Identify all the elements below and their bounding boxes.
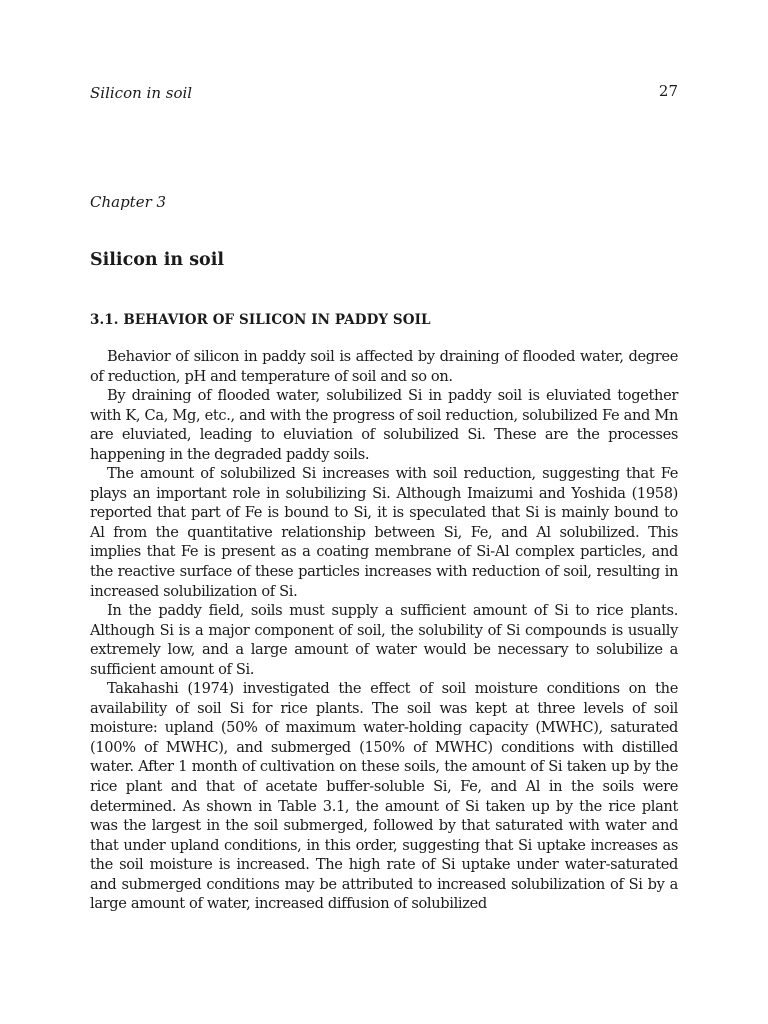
chapter-title: Silicon in soil	[90, 250, 225, 270]
section-heading: 3.1. BEHAVIOR OF SILICON IN PADDY SOIL	[90, 312, 431, 328]
page-number: 27	[658, 82, 678, 100]
paragraph: Behavior of silicon in paddy soil is affected by draining of flooded water, degree of reduction, pH and temperature of soil and so on.	[90, 348, 678, 385]
paragraph: Takahashi (1974) investigated the effect of soil moisture conditions on the availability of soil Si for rice plants. The soil was kept at three levels of soil moisture: upland (50% of maximum water-holding capacity (MWHC), saturated (100% of MWHC), and submerged (150% of MWHC) conditions with distilled water. After 1 month of cultivation on these soils, the amount of Si taken up by the rice plant and that of acetate buffer-soluble Si, Fe, and Al in the soils were determined. As shown in Table 3.1, the amount of Si taken up by the rice plant was the largest in the soil submerged, followed by that saturated with water and that under upland conditions, in this order, suggesting that Si uptake increases as the soil moisture is increased. The high rate of Si uptake under water-saturated and submerged conditions may be attributed to increased solubilization of Si by a large amount of water, increased diffusion of solubilized	[90, 680, 678, 913]
book-page	[90, 0, 678, 1024]
running-title: Silicon in soil	[90, 84, 193, 102]
body-text	[90, 347, 678, 914]
paragraph: By draining of flooded water, solubilized Si in paddy soil is eluviated together with K, Ca, Mg, etc., and with the progress of soil reduction, solubilized Fe and Mn are eluviated, leading to eluviation of solubilized Si. These are the processes happening in the degraded paddy soils.	[90, 387, 678, 463]
running-header	[90, 84, 678, 106]
paragraph: The amount of solubilized Si increases with soil reduction, suggesting that Fe plays an important role in solubilizing Si. Although Imaizumi and Yoshida (1958) reported that part of Fe is bound to Si, it is speculated that Si is mainly bound to Al from the quantitative relationship between Si, Fe, and Al solubilized. This implies that Fe is present as a coating membrane of Si-Al complex particles, and the reactive surface of these particles increases with reduction of soil, resulting in increased solubilization of Si.	[90, 465, 678, 600]
chapter-label: Chapter 3	[90, 193, 167, 211]
paragraph: In the paddy field, soils must supply a sufficient amount of Si to rice plants. Although Si is a major component of soil, the solubility of Si compounds is usually extremely low, and a large amount of water would be necessary to solubilize a sufficient amount of Si.	[90, 602, 678, 678]
